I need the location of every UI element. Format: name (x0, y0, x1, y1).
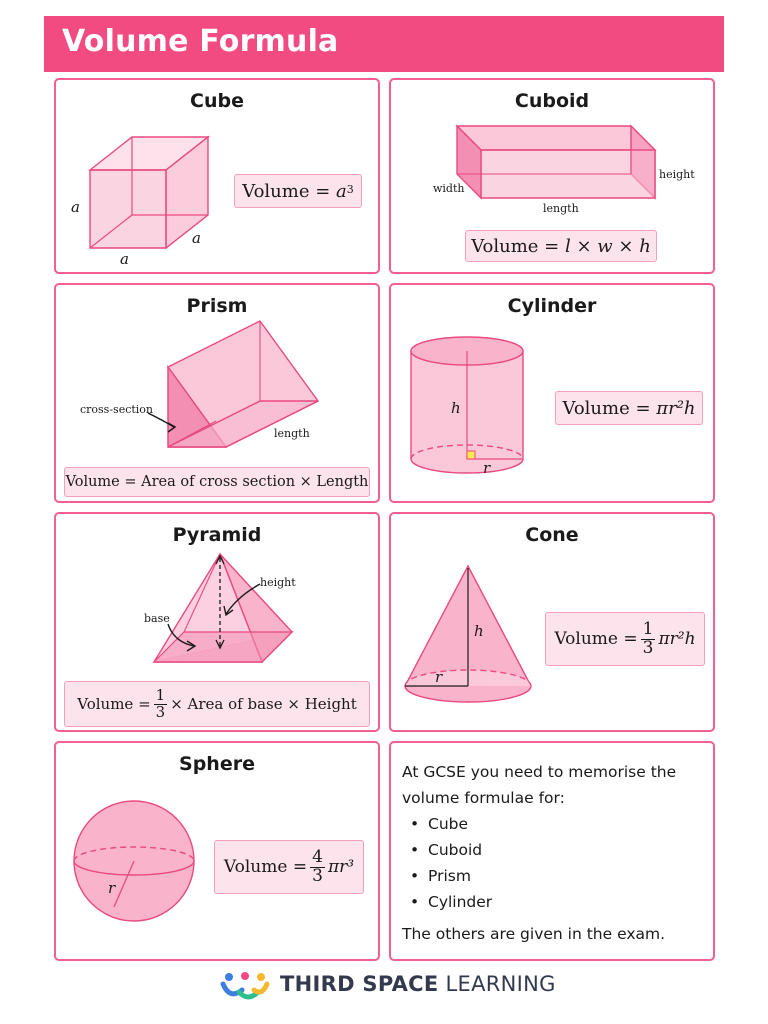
sphere-formula-lhs: Volume (223, 857, 288, 877)
cuboid-label-height: height (659, 168, 695, 181)
pyramid-formula-fraction (154, 685, 168, 721)
cuboid-formula-lhs: Volume (471, 235, 539, 257)
cylinder-title: Cylinder (507, 295, 597, 317)
cuboid-card (389, 78, 715, 274)
cylinder-formula-lhs: Volume (562, 397, 630, 419)
cube-label-depth: a (192, 229, 201, 247)
pyramid-card (54, 512, 380, 732)
sphere-label-r: r (108, 879, 116, 897)
pyramid-label-base: base (144, 612, 170, 625)
cube-label-side: a (71, 198, 80, 216)
cube-formula: Volume = a $^3$ (234, 174, 362, 208)
cone-title: Cone (525, 524, 579, 546)
pyramid-formula: Volume = $\frac{1}{3}$ × Area of base × Height (64, 681, 370, 727)
sphere-formula: Volume = $\frac{4}{3}$ πr³ (214, 840, 364, 894)
cuboid-formula: Volume = l × w × h (465, 230, 657, 262)
cone-fraction-num: 1 (642, 618, 654, 639)
note-item-cuboid: • Cuboid (428, 837, 708, 863)
note-intro: At GCSE you need to memorise the volume formulae for: (402, 763, 677, 807)
cube-title: Cube (190, 90, 244, 112)
brand-logo-icon (220, 970, 270, 1002)
cylinder-card (389, 283, 715, 503)
cube-formula-var: a (336, 180, 347, 202)
note-item-cylinder: • Cylinder (428, 889, 708, 915)
cuboid-title: Cuboid (514, 90, 590, 112)
cone-formula-lhs: Volume (554, 629, 618, 649)
cone-fraction-den: 3 (642, 637, 654, 658)
cone-label-h: h (474, 622, 484, 640)
gcse-note-card (389, 741, 715, 961)
prism-label-length: length (274, 427, 310, 440)
cuboid-formula-rhs: l × w × h (564, 235, 651, 257)
sphere-fraction-num: 4 (312, 846, 323, 867)
cylinder-formula-rhs: πr²h (656, 397, 696, 419)
gcse-note (402, 759, 708, 947)
cylinder-label-r: r (483, 459, 491, 477)
page-title: Volume Formula (62, 24, 339, 59)
pyramid-fraction-num: 1 (155, 685, 166, 704)
cylinder-label-h: h (451, 399, 461, 417)
note-outro: The others are given in the exam. (402, 925, 666, 943)
footer-brand (220, 968, 556, 1004)
cube-formula-exp: 3 (346, 182, 354, 196)
pyramid-formula-lhs: Volume (77, 695, 134, 713)
cone-card (389, 512, 715, 732)
pyramid-fraction-den: 3 (155, 702, 166, 721)
cone-formula-fraction (641, 618, 656, 658)
note-item-prism: • Prism (428, 863, 708, 889)
pyramid-title: Pyramid (172, 524, 262, 546)
cone-formula: Volume = $\frac{1}{3}$ πr²h (545, 612, 705, 666)
sphere-formula-rest: πr³ (327, 857, 355, 877)
sphere-title: Sphere (179, 753, 255, 775)
pyramid-label-height: height (260, 576, 296, 589)
note-item-cube: • Cube (428, 811, 708, 837)
cone-label-r: r (435, 668, 443, 686)
brand-bold: THIRD SPACE (280, 972, 439, 996)
prism-card (54, 283, 380, 503)
cuboid-label-width: width (433, 182, 465, 195)
sphere-card (54, 741, 380, 961)
cube-label-bottom: a (120, 250, 129, 268)
prism-formula-lhs: Volume (65, 474, 120, 490)
cube-formula-lhs: Volume (242, 180, 310, 202)
prism-formula: Volume = Area of cross section × Length (64, 467, 370, 497)
cube-card (54, 78, 380, 274)
brand-light: LEARNING (445, 972, 556, 996)
brand-name (280, 972, 556, 996)
prism-formula-rhs: Area of cross section × Length (141, 474, 369, 490)
prism-title: Prism (186, 295, 248, 317)
cuboid-label-length: length (543, 202, 579, 215)
title-banner (44, 16, 724, 72)
cone-formula-rest: πr²h (658, 629, 696, 649)
note-list (402, 811, 708, 915)
sphere-fraction-den: 3 (312, 865, 323, 886)
pyramid-formula-rest: × Area of base × Height (170, 695, 357, 713)
sphere-formula-fraction (310, 846, 325, 886)
prism-label-cross-section: cross-section (80, 403, 154, 416)
cylinder-formula: Volume = πr²h (555, 391, 703, 425)
cube-diagram (56, 80, 236, 276)
